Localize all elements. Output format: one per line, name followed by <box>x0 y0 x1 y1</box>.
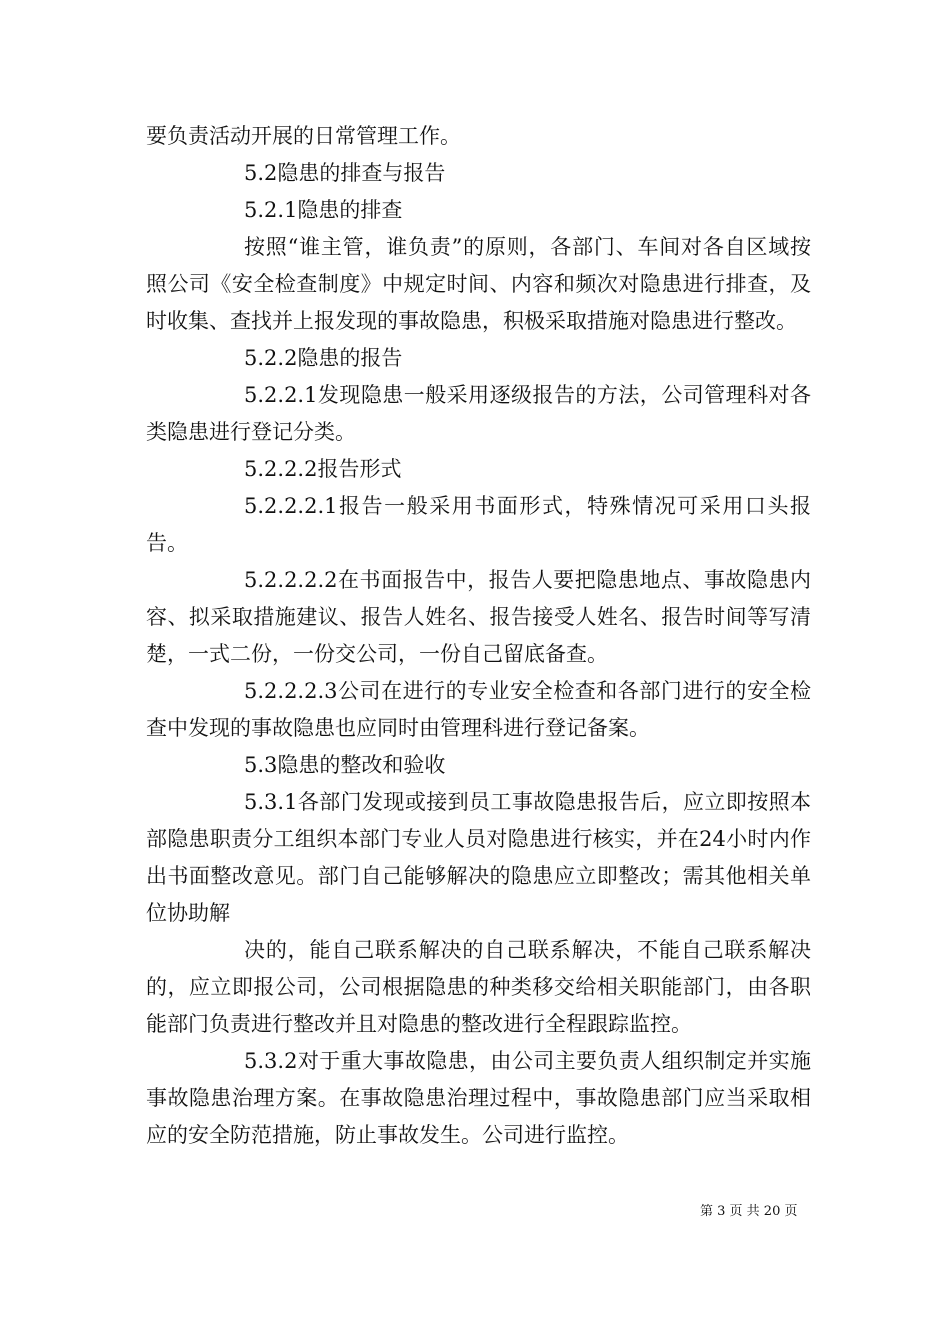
section-heading: 5.2.2隐患的报告 <box>244 346 403 370</box>
paragraph-indented: 5.3.1各部门发现或接到员工事故隐患报告后，应立即按照本部隐患职责分工组织本部门专业人员对隐患进行核实，并在24小时内作出书面整改意见。部门自己能够解决的隐患应立即整改；需其他相关单位协助解 <box>146 790 811 925</box>
paragraph-body: 要负责活动开展的日常管理工作。 <box>146 124 461 148</box>
section-heading: 5.2.1隐患的排查 <box>244 198 403 222</box>
document-body <box>146 118 811 1154</box>
section-heading: 5.2隐患的排查与报告 <box>244 161 446 185</box>
page-number-footer: 第 3 页 共 20 页 <box>700 1204 798 1219</box>
paragraph-indented: 5.2.2.2.3公司在进行的专业安全检查和各部门进行的安全检查中发现的事故隐患也应同时由管理科进行登记备案。 <box>146 679 811 740</box>
paragraph-indented: 按照“谁主管，谁负责”的原则，各部门、车间对各自区域按照公司《安全检查制度》中规定时间、内容和频次对隐患进行排查，及时收集、查找并上报发现的事故隐患，积极采取措施对隐患进行整改。 <box>146 235 811 333</box>
section-heading: 5.2.2.2报告形式 <box>244 457 402 481</box>
paragraph-indented: 5.2.2.2.2在书面报告中，报告人要把隐患地点、事故隐患内容、拟采取措施建议、报告人姓名、报告接受人姓名、报告时间等写清楚，一式二份，一份交公司，一份自己留底备查。 <box>146 568 811 666</box>
paragraph-indented: 5.2.2.2.1报告一般采用书面形式，特殊情况可采用口头报告。 <box>146 494 811 555</box>
section-heading: 5.3隐患的整改和验收 <box>244 753 446 777</box>
paragraph-indented: 5.3.2对于重大事故隐患，由公司主要负责人组织制定并实施事故隐患治理方案。在事故隐患治理过程中，事故隐患部门应当采取相应的安全防范措施，防止事故发生。公司进行监控。 <box>146 1049 811 1147</box>
paragraph-indented: 决的，能自己联系解决的自己联系解决，不能自己联系解决的，应立即报公司，公司根据隐患的种类移交给相关职能部门，由各职能部门负责进行整改并且对隐患的整改进行全程跟踪监控。 <box>146 938 811 1036</box>
paragraph-indented: 5.2.2.1发现隐患一般采用逐级报告的方法，公司管理科对各类隐患进行登记分类。 <box>146 383 811 444</box>
